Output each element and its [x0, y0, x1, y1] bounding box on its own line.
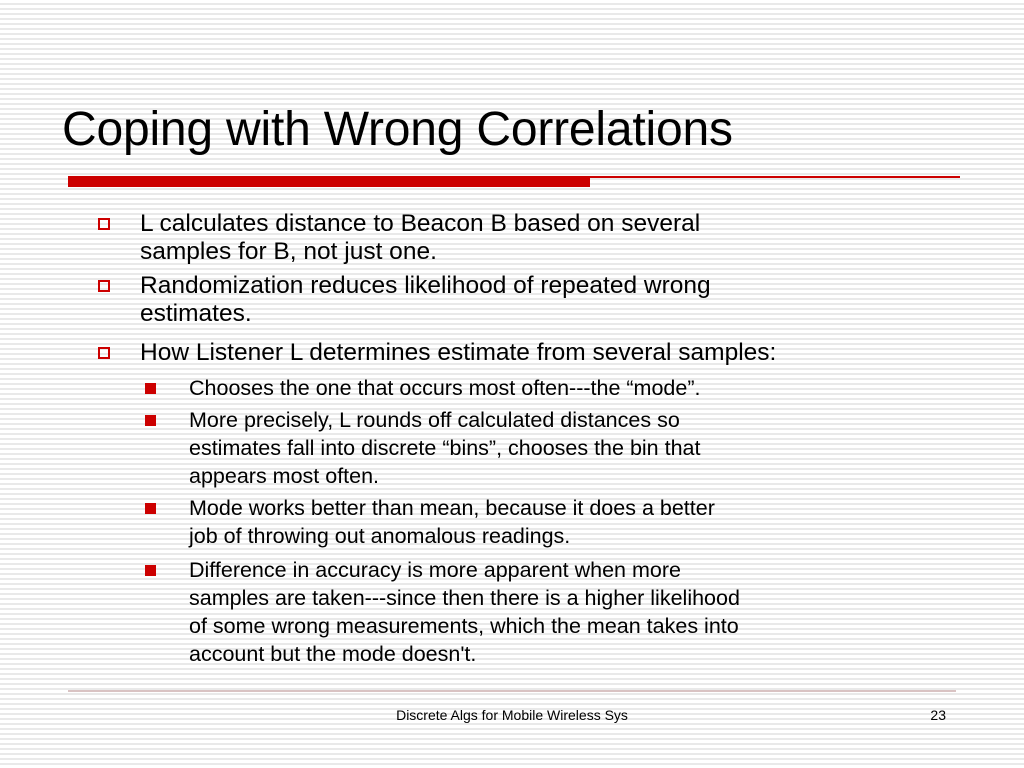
bullet-text-line: L calculates distance to Beacon B based on several — [140, 210, 701, 237]
filled-square-bullet-icon — [145, 503, 156, 514]
hollow-square-bullet-icon — [98, 347, 110, 359]
filled-square-bullet-icon — [145, 383, 156, 394]
bullet-text-line: Difference in accuracy is more apparent when more — [189, 558, 681, 582]
bullet-item — [140, 339, 776, 367]
bullet-text-line: estimates fall into discrete “bins”, chooses the bin that — [189, 436, 701, 460]
bullet-text-line: Chooses the one that occurs most often---the “mode”. — [189, 376, 701, 400]
bullet-text-line: appears most often. — [189, 464, 380, 488]
bullet-text-line: samples are taken---since then there is a higher likelihood — [189, 586, 740, 610]
sub-bullet-item — [189, 406, 700, 490]
footer-text: Discrete Algs for Mobile Wireless Sys — [396, 707, 628, 723]
filled-square-bullet-icon — [145, 415, 156, 426]
filled-square-bullet-icon — [145, 565, 156, 576]
sub-bullet-item — [189, 556, 740, 668]
bullet-text-line: More precisely, L rounds off calculated distances so — [189, 408, 680, 432]
bullet-text-line: job of throwing out anomalous readings. — [189, 524, 571, 548]
bullet-item — [140, 210, 700, 266]
hollow-square-bullet-icon — [98, 218, 110, 230]
sub-bullet-item — [189, 374, 700, 402]
bullet-text-line: Mode works better than mean, because it does a better — [189, 496, 715, 520]
footer-divider — [68, 690, 956, 692]
slide-title: Coping with Wrong Correlations — [62, 103, 733, 156]
sub-bullet-item — [189, 494, 715, 550]
bullet-item — [140, 272, 711, 328]
page-number: 23 — [930, 707, 946, 723]
hollow-square-bullet-icon — [98, 280, 110, 292]
bullet-text-line: account but the mode doesn't. — [189, 642, 477, 666]
bullet-text-line: estimates. — [140, 300, 252, 327]
bullet-text-line: samples for B, not just one. — [140, 238, 437, 265]
bullet-text-line: Randomization reduces likelihood of repeated wrong — [140, 272, 711, 299]
bullet-text-line: of some wrong measurements, which the mean takes into — [189, 614, 739, 638]
bullet-text-line: How Listener L determines estimate from several samples: — [140, 339, 777, 366]
